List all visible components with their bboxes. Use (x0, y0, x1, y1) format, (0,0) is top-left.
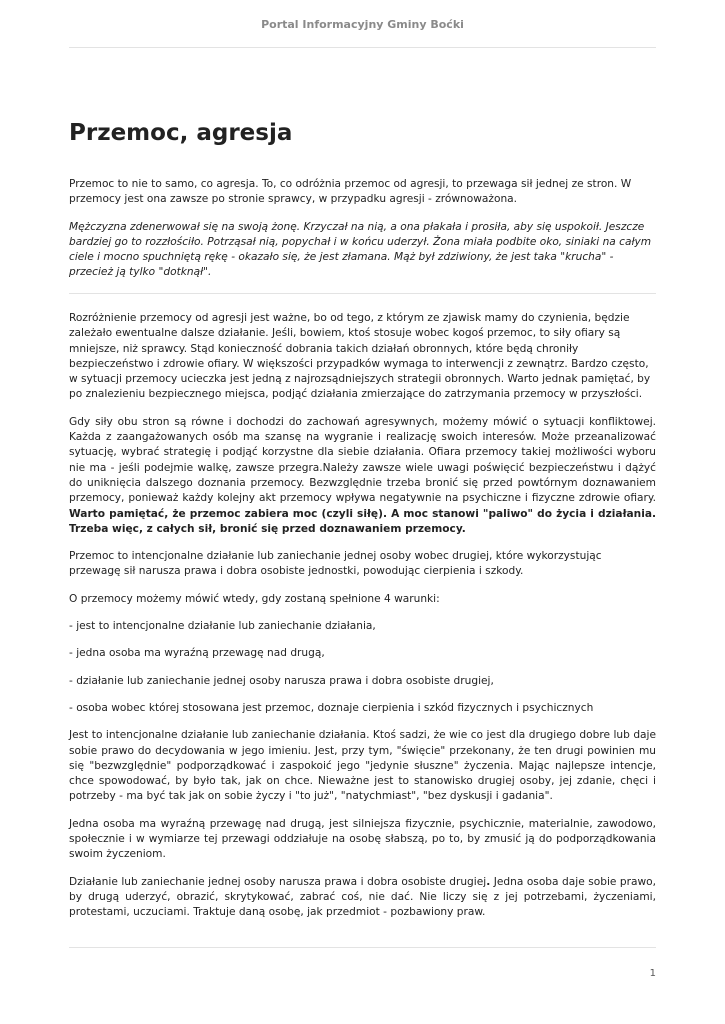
intro-paragraph: Przemoc to nie to samo, co agresja. To, co odróżnia przemoc od agresji, to przewaga sił jednej ze stron. W przemocy jest ona zawsze po stronie sprawcy, w przypadku agresji - zrównoważona. (69, 178, 632, 206)
paragraph-violation-period: . (486, 875, 491, 888)
paragraph-definition: Przemoc to intencjonalne działanie lub zaniechanie jednej osoby wobec drugiej, które wykorzystując przewagę sił narusza prawa i dobra osobiste jednostki, powodując cierpienia i szkody. (69, 550, 602, 578)
condition-item: - osoba wobec której stosowana jest przemoc, doznaje cierpienia i szkód fizycznych i psychicznych (69, 701, 594, 714)
paragraph-conditions-intro: O przemocy możemy mówić wtedy, gdy zostaną spełnione 4 warunki: (69, 592, 440, 605)
condition-item: - działanie lub zaniechanie jednej osoby narusza prawa i dobra osobiste drugiej, (69, 674, 494, 687)
section-divider (69, 293, 656, 294)
article-title: Przemoc, agresja (69, 120, 293, 146)
footer-divider (69, 947, 656, 948)
article-body (69, 311, 656, 933)
paragraph-conflict-emphasis: Warto pamiętać, że przemoc zabiera moc (czyli siłę). A moc stanowi "paliwo" do życia i działania. Trzeba więc, z całych sił, bronić się przed doznawaniem przemocy. (69, 507, 656, 535)
example-paragraph: Mężczyzna zdenerwował się na swoją żonę. Krzyczał na nią, a ona płakała i prosiła, aby się uspokoił. Jeszcze bardziej go to rozzłościło. Potrząsał nią, popychał i w końcu uderzył. Żona miała podbite oko, siniaki na całym ciele i mocno spuchniętą rękę - okazało się, że jest złamana. Mąż był zdziwiony, że jest taka "krucha" - przecież ją tylko "dotknął". (69, 220, 652, 279)
paragraph-violation-lead: Działanie lub zaniechanie jednej osoby narusza prawa i dobra osobiste drugiej (69, 875, 487, 888)
paragraph-advantage: Jedna osoba ma wyraźną przewagę nad drugą, jest silniejsza fizycznie, psychicznie, materialnie, zawodowo, społecznie i w wymiarze tej przewagi oddziałuje na osobę słabszą, po to, by zmusić ją do podporządkowania swoim życzeniom. (69, 817, 656, 861)
paragraph-conflict (69, 415, 656, 537)
site-title: Portal Informacyjny Gminy Boćki (261, 18, 464, 31)
header-divider (69, 47, 656, 48)
article-intro (69, 177, 656, 293)
page-number: 1 (649, 968, 656, 979)
paragraph-violation (69, 875, 656, 921)
condition-item: - jedna osoba ma wyraźną przewagę nad drugą, (69, 647, 325, 660)
paragraph-conflict-text: Gdy siły obu stron są równe i dochodzi do zachowań agresywnych, możemy mówić o sytuacji konfliktowej. Każda z zaangażowanych osób ma szansę na wygranie i realizację swoich interesów. Może przeanalizować sytuację, wybrać strategię i podjąć korzystne dla siebie działania. Ofiara przemocy takiej możliwości wyboru nie ma - jeśli podejmie walkę, zawsze przegra.Należy zawsze wiele uwagi poświęcić bezpieczeństwu i dążyć do uniknięcia dalszego doznania przemocy. Bezwzględnie trzeba bronić się przed powtórnym doznawaniem przemocy, ponieważ każdy kolejny akt przemocy wpływa negatywnie na psychiczne i fizyczne zdrowie ofiary. (69, 415, 656, 505)
condition-item: - jest to intencjonalne działanie lub zaniechanie działania, (69, 620, 376, 633)
paragraph-distinction: Rozróżnienie przemocy od agresji jest ważne, bo od tego, z którym ze zjawisk mamy do czynienia, będzie zależało ewentualne dalsze działanie. Jeśli, bowiem, ktoś stosuje wobec kogoś przemoc, to siły ofiary są mniejsze, niż sprawcy. Stąd konieczność dobrania takich działań obronnych, które będą chroniły bezpieczeństwo i zdrowie ofiary. W większości przypadków wymaga to interwencji z zewnątrz. Bardzo często, w sytuacji przemocy ucieczka jest jedną z najrozsądniejszych strategii obronnych. Warto jednak pamiętać, by po znalezieniu bezpiecznego miejsca, podjąć działania zmierzające do zatrzymania przemocy w przyszłości. (69, 312, 651, 401)
paragraph-violation-text: Jedna osoba daje sobie prawo, by drugą uderzyć, obrazić, skrytykować, zabrać coś, nie dać. Nie liczy się z jej potrzebami, życzeniami, protestami, uczuciami. Traktuje daną osobę, jak przedmiot - pozbawiony praw. (69, 875, 657, 919)
paragraph-intentional: Jest to intencjonalne działanie lub zaniechanie działania. Ktoś sadzi, że wie co jest dla drugiego dobre lub daje sobie prawo do decydowania w jego imieniu. Jest, przy tym, "święcie" przekonany, że ten drugi powinien mu się "bezwzględnie" podporządkować i zaspokoić jego "jedynie słuszne" życzenia. Mając najlepsze intencje, chce spowodować, by było tak, jak on chce. Nieważne jest to stanowisko drugiej osoby, jej zdanie, chęci i potrzeby - ma być tak jak on sobie życzy i "to już", "natychmiast", "bez dyskusji i gadania". (69, 729, 656, 803)
